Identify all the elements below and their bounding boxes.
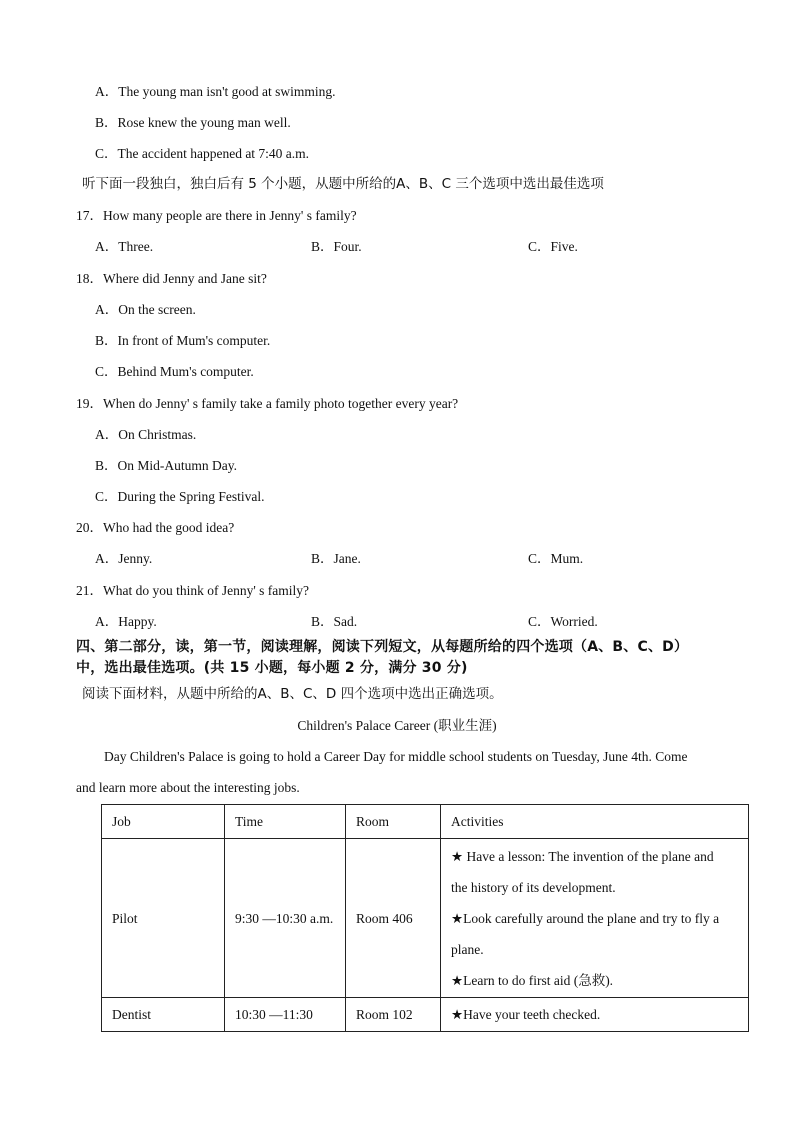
section-4-instruction: 阅读下面材料，从题中所给的A、B、C、D 四个选项中选出正确选项。 <box>82 686 503 702</box>
activity-line: ★Look carefully around the plane and try to fly a <box>451 910 720 926</box>
cell-time: 9:30 —10:30 a.m. <box>225 839 346 998</box>
question-20-option-c: C．Mum. <box>528 551 584 566</box>
q16-option-c: C．The accident happened at 7:40 a.m. <box>95 146 310 161</box>
question-17-stem: 17．How many people are there in Jenny' s family? <box>76 208 357 223</box>
question-17-option-c: C．Five. <box>528 239 578 254</box>
cell-activities <box>441 998 749 1032</box>
table-header-row <box>102 805 749 839</box>
activity-line: the history of its development. <box>451 879 616 895</box>
table-row <box>102 998 749 1032</box>
career-table <box>101 804 749 1032</box>
question-20-option-b: B．Jane. <box>311 551 361 566</box>
activity-line: ★Learn to do first aid (急救). <box>451 972 614 988</box>
question-21-option-b: B．Sad. <box>311 614 358 629</box>
header-job: Job <box>102 805 225 839</box>
question-20-stem: 20．Who had the good idea? <box>76 520 235 535</box>
passage-title: Children's Palace Career (职业生涯) <box>297 718 497 733</box>
header-time: Time <box>225 805 346 839</box>
cell-room: Room 102 <box>346 998 441 1032</box>
cell-time: 10:30 —11:30 <box>225 998 346 1032</box>
question-20-option-a: A．Jenny. <box>95 551 153 566</box>
cell-job: Dentist <box>102 998 225 1032</box>
q16-option-b: B．Rose knew the young man well. <box>95 115 291 130</box>
section-4-heading-line-1: 四、第二部分，读，第一节，阅读理解，阅读下列短文，从每题所给的四个选项（A、B、C、D） <box>76 639 689 655</box>
cell-job: Pilot <box>102 839 225 998</box>
question-19-option-c: C．During the Spring Festival. <box>95 489 265 504</box>
activity-line: ★ Have a lesson: The invention of the plane and <box>451 848 714 864</box>
cell-room: Room 406 <box>346 839 441 998</box>
question-19-option-b: B．On Mid-Autumn Day. <box>95 458 237 473</box>
cell-activities <box>441 839 749 998</box>
q16-option-a: A．The young man isn't good at swimming. <box>95 84 336 99</box>
question-18-stem: 18．Where did Jenny and Jane sit? <box>76 271 267 286</box>
question-18-option-b: B．In front of Mum's computer. <box>95 333 271 348</box>
question-17-option-a: A．Three. <box>95 239 154 254</box>
monologue-instruction: 听下面一段独白，独白后有 5 个小题，从题中所给的A、B、C 三个选项中选出最佳选项 <box>82 176 604 192</box>
passage-intro-line-1: Day Children's Palace is going to hold a Career Day for middle school students on Tuesday, June 4th. Come <box>104 749 688 764</box>
question-21-option-a: A．Happy. <box>95 614 157 629</box>
question-21-stem: 21．What do you think of Jenny' s family? <box>76 583 310 598</box>
activity-line: plane. <box>451 941 484 957</box>
section-4-heading-line-2: 中，选出最佳选项。(共 15 小题，每小题 2 分，满分 30 分) <box>76 660 468 676</box>
question-18-option-a: A．On the screen. <box>95 302 196 317</box>
question-18-option-c: C．Behind Mum's computer. <box>95 364 254 379</box>
question-19-stem: 19．When do Jenny' s family take a family photo together every year? <box>76 396 459 411</box>
header-activities: Activities <box>441 805 749 839</box>
question-21-option-c: C．Worried. <box>528 614 598 629</box>
passage-intro-line-2: and learn more about the interesting jobs. <box>76 780 300 795</box>
activity-line: ★Have your teeth checked. <box>451 1007 601 1022</box>
question-17-option-b: B．Four. <box>311 239 362 254</box>
header-room: Room <box>346 805 441 839</box>
table-row <box>102 839 749 998</box>
question-19-option-a: A．On Christmas. <box>95 427 197 442</box>
